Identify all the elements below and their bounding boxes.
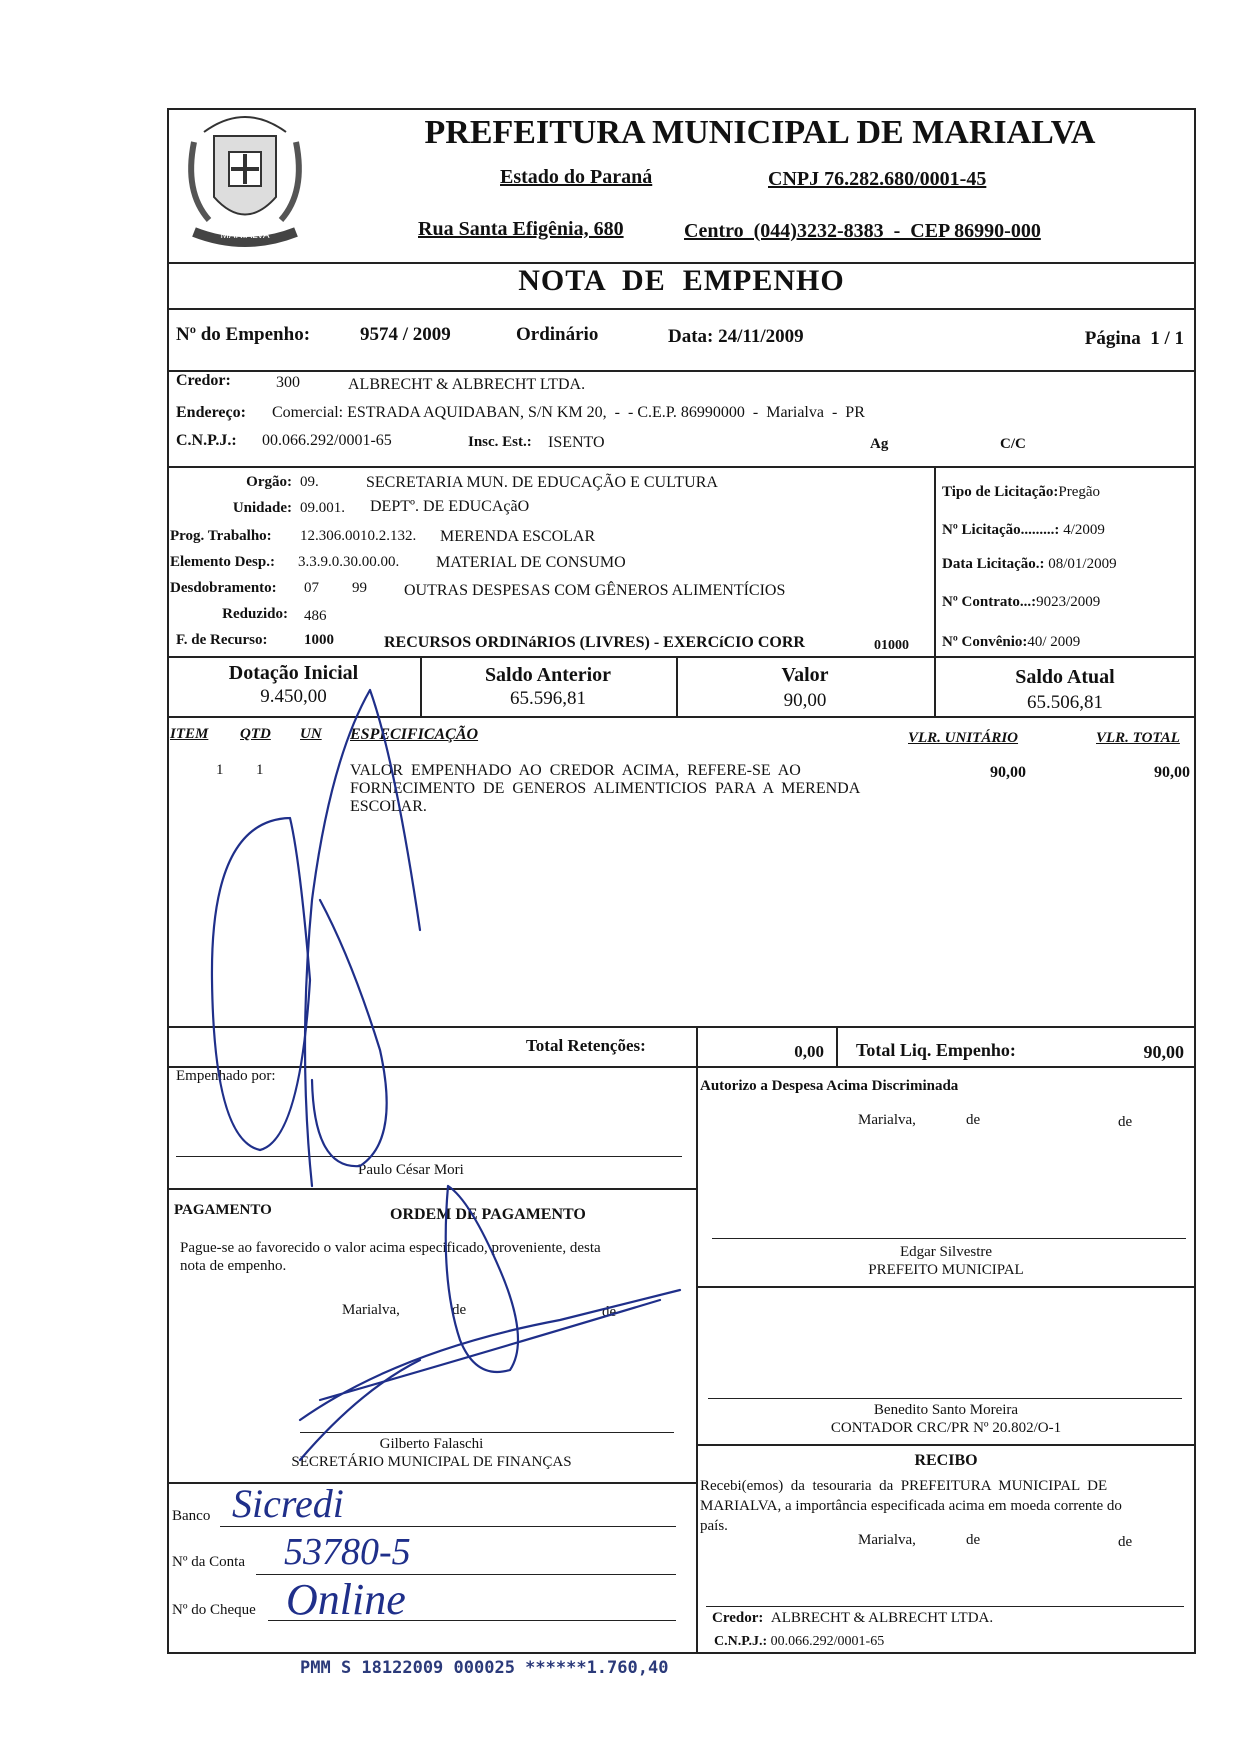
- recurso-label: F. de Recurso:: [176, 632, 268, 648]
- conta-handwritten: 53780-5: [284, 1531, 411, 1573]
- secretario-name: Gilberto Falaschi: [379, 1436, 484, 1452]
- dotacao-value: 9.450,00: [260, 686, 327, 707]
- recurso-code: 1000: [304, 632, 334, 648]
- prefeito-name: Edgar Silvestre: [899, 1244, 993, 1260]
- licitacao-numero: Nº Licitação.........: 4/2009: [942, 522, 1105, 538]
- total-liquido-label: Total Liq. Empenho:: [856, 1040, 1016, 1060]
- items-header-qtd: QTD: [240, 726, 271, 742]
- retencoes-label: Total Retenções:: [526, 1036, 646, 1055]
- orgao-code: 09.: [300, 474, 319, 490]
- item-desc-line1: VALOR EMPENHADO AO CREDOR ACIMA, REFERE-SE AO: [350, 762, 801, 779]
- insc-label: Insc. Est.:: [468, 434, 532, 450]
- page-number: Página 1 / 1: [1084, 328, 1184, 349]
- item-qty: 1: [256, 762, 264, 778]
- elem-label: Elemento Desp.:: [170, 554, 275, 570]
- autorizo-de2: de: [1118, 1114, 1133, 1130]
- prog-name: MERENDA ESCOLAR: [440, 528, 596, 545]
- saldo-anterior-value: 65.596,81: [510, 688, 586, 709]
- autorizo-de1: de: [966, 1112, 981, 1128]
- doc-title: NOTA DE EMPENHO: [518, 264, 845, 297]
- unidade-code: 09.001.: [300, 500, 345, 516]
- prefeito-title: PREFEITO MUNICIPAL: [868, 1262, 1024, 1278]
- empenho-number: 9574 / 2009: [360, 324, 451, 345]
- desd-name: OUTRAS DESPESAS COM GÊNEROS ALIMENTÍCIOS: [404, 582, 786, 599]
- reduzido-value: 486: [304, 608, 327, 624]
- header-title: PREFEITURA MUNICIPAL DE MARIALVA: [424, 114, 1096, 151]
- recibo-cnpj: C.N.P.J.: 00.066.292/0001-65: [714, 1634, 885, 1649]
- empenho-number-label: Nº do Empenho:: [176, 324, 311, 345]
- recibo-credor: Credor: ALBRECHT & ALBRECHT LTDA.: [712, 1610, 994, 1626]
- pagamento-text-line1: Pague-se ao favorecido o valor acima especificado, proveniente, desta: [180, 1240, 601, 1256]
- secretario-title: SECRETÁRIO MUNICIPAL DE FINANÇAS: [291, 1454, 572, 1470]
- recibo-text-line2: MARIALVA, a importância especificada acima em moeda corrente do: [700, 1498, 1122, 1514]
- elem-name: MATERIAL DE CONSUMO: [436, 554, 626, 571]
- items-header-un: UN: [300, 726, 322, 742]
- contador-title: CONTADOR CRC/PR Nº 20.802/O-1: [830, 1420, 1062, 1436]
- items-header-item: ITEM: [170, 726, 209, 742]
- item-number: 1: [216, 762, 224, 778]
- dotacao-label: Dotação Inicial: [228, 662, 359, 684]
- pagamento-label: PAGAMENTO: [174, 1202, 272, 1218]
- licitacao-data: Data Licitação.: 08/01/2009: [942, 556, 1117, 572]
- valor-label: Valor: [781, 664, 829, 686]
- municipal-crest-icon: [174, 102, 316, 260]
- item-desc-line3: ESCOLAR.: [350, 798, 427, 815]
- orgao-name: SECRETARIA MUN. DE EDUCAÇÃO E CULTURA: [366, 474, 718, 491]
- recibo-de1: de: [966, 1532, 981, 1548]
- header-street: Rua Santa Efigênia, 680: [418, 218, 624, 240]
- header-state: Estado do Paraná: [500, 166, 653, 188]
- cnpj-label: C.N.P.J.:: [176, 432, 237, 449]
- autorizo-text: Autorizo a Despesa Acima Discriminada: [700, 1078, 959, 1094]
- recurso-name: RECURSOS ORDINáRIOS (LIVRES) - EXERCíCIO CORR: [384, 634, 805, 651]
- saldo-atual-label: Saldo Atual: [1015, 666, 1115, 688]
- insc-value: ISENTO: [548, 434, 605, 451]
- empenho-date: Data: 24/11/2009: [668, 326, 804, 347]
- desd-code: 07: [304, 580, 319, 596]
- pagamento-text-line2: nota de empenho.: [180, 1258, 287, 1274]
- retencoes-value: 0,00: [794, 1042, 824, 1061]
- credor-code: 300: [276, 374, 300, 391]
- pagamento-city: Marialva,: [342, 1302, 400, 1318]
- items-header-unit-value: VLR. UNITÁRIO: [908, 730, 1019, 746]
- svg-text:MARIALVA: MARIALVA: [220, 230, 270, 241]
- empenhado-name: Paulo César Mori: [358, 1162, 464, 1178]
- prog-code: 12.306.0010.2.132.: [300, 528, 417, 544]
- credor-label: Credor:: [176, 372, 231, 389]
- recibo-city: Marialva,: [858, 1532, 916, 1548]
- licitacao-tipo: Tipo de Licitação:Pregão: [942, 484, 1101, 500]
- credor-address: Comercial: ESTRADA AQUIDABAN, S/N KM 20, - - C.E.P. 86990000 - Marialva - PR: [272, 404, 865, 421]
- items-header-total-value: VLR. TOTAL: [1096, 730, 1180, 746]
- conta-label: Nº da Conta: [172, 1554, 245, 1570]
- banco-label: Banco: [172, 1508, 211, 1524]
- elem-code: 3.3.9.0.30.00.00.: [298, 554, 400, 570]
- item-unit-value: 90,00: [990, 764, 1026, 781]
- convenio-numero: Nº Convênio:40/ 2009: [942, 634, 1081, 650]
- recibo-text-line3: país.: [700, 1518, 728, 1534]
- header-address: Centro (044)3232-8383 - CEP 86990-000: [684, 220, 1041, 242]
- pagamento-de1: de: [452, 1302, 467, 1318]
- credor-cnpj: 00.066.292/0001-65: [262, 432, 392, 449]
- empenhado-label: Empenhado por:: [176, 1068, 276, 1084]
- account-label: C/C: [1000, 436, 1026, 452]
- recibo-text-line1: Recebi(emos) da tesouraria da PREFEITURA MUNICIPAL DE: [700, 1478, 1108, 1494]
- credor-name: ALBRECHT & ALBRECHT LTDA.: [348, 376, 586, 393]
- reduzido-label: Reduzido:: [222, 606, 288, 622]
- contrato-numero: Nº Contrato...:9023/2009: [942, 594, 1101, 610]
- empenho-type: Ordinário: [516, 324, 599, 345]
- endereco-label: Endereço:: [176, 404, 246, 421]
- autorizo-city: Marialva,: [858, 1112, 916, 1128]
- unidade-label: Unidade:: [232, 500, 292, 516]
- recurso-number: 01000: [874, 638, 909, 653]
- items-header-especificacao: ESPECIFICAÇÃO: [350, 726, 479, 743]
- cheque-label: Nº do Cheque: [172, 1602, 256, 1618]
- prog-label: Prog. Trabalho:: [170, 528, 272, 544]
- desd-sub: 99: [352, 580, 367, 596]
- orgao-label: Orgão:: [246, 474, 292, 490]
- saldo-anterior-label: Saldo Anterior: [484, 664, 612, 686]
- pagamento-de2: de: [602, 1304, 617, 1320]
- valor-value: 90,00: [783, 690, 827, 711]
- item-total-value: 90,00: [1154, 764, 1190, 781]
- cheque-handwritten: Online: [286, 1575, 406, 1624]
- banco-handwritten: Sicredi: [232, 1481, 344, 1526]
- recibo-de2: de: [1118, 1534, 1133, 1550]
- unidade-name: DEPTº. DE EDUCAçãO: [370, 498, 530, 515]
- agency-label: Ag: [870, 436, 889, 452]
- total-liquido-value: 90,00: [1143, 1042, 1184, 1062]
- ordem-pagamento-label: ORDEM DE PAGAMENTO: [390, 1206, 586, 1223]
- header-cnpj: CNPJ 76.282.680/0001-45: [768, 168, 987, 190]
- contador-name: Benedito Santo Moreira: [873, 1402, 1019, 1418]
- bank-stamp: PMM S 18122009 000025 ******1.760,40: [300, 1658, 669, 1678]
- saldo-atual-value: 65.506,81: [1027, 692, 1103, 713]
- desd-label: Desdobramento:: [170, 580, 277, 596]
- item-desc-line2: FORNECIMENTO DE GENEROS ALIMENTICIOS PARA A MERENDA: [350, 780, 861, 797]
- recibo-label: RECIBO: [914, 1452, 978, 1469]
